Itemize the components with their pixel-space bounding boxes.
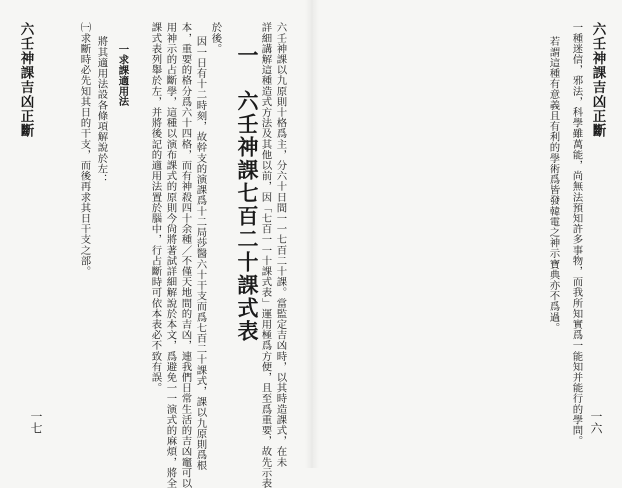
- section-title: 一 六壬神課七百二十課式表: [235, 44, 259, 343]
- right-page-header: 六壬神課吉凶正斷: [589, 22, 606, 138]
- left-page-number: 一七: [29, 410, 43, 434]
- left-body-line-8: 將其適用法設各條項解說於左：: [95, 36, 108, 185]
- right-body-line-2: 若謂這種有意義且有利的學術爲皆發韓電之神示寶典亦不爲過。: [547, 36, 560, 333]
- left-body-line-1: 六壬神課以九原則十格爲主，分六十日間一一七百二十課。當監定吉凶時，以其時造課式，在未: [274, 22, 287, 468]
- left-body-line-5: 本，重要的格分爲六十四格，而有神殺四十余種／不僅天地間的吉凶，連我們日常生活的吉凶竈可以: [179, 22, 192, 488]
- list-item-1: ㈠求斷時必先知其日的干支，而後再求其日干支之部。: [78, 22, 91, 277]
- left-body-line-6: 用神示的占斷學，這種以演布課式的原則今尙將著試詳細解說於本文，爲避免一一演式的麻煩，將全: [164, 22, 177, 488]
- right-body-line-1: 一種迷信，邪法，科學雖萬能，尚無法預知許多事物，而我所知實爲一能知并能行的學問。: [570, 22, 583, 446]
- left-body-line-2: 詳細講解這種造式方法及其他以前，因「七百一一十課式表」運用極爲方便，且至爲重要，故先示表: [259, 22, 272, 488]
- right-page-number: 一六: [589, 410, 603, 434]
- left-body-line-7: 課式表列舉於左，并將後記的適用法置於腦中，行占斷時可依本表必不致有誤。: [149, 22, 162, 393]
- left-body-line-3: 於後。: [209, 22, 222, 54]
- subheading: 一求課適用法: [116, 44, 129, 107]
- book-gutter: [305, 0, 319, 468]
- left-body-line-4: 因一日有十二時刻，故幹支的演課爲十二局莎醫六十干支而爲七百二十課式，課以九原則爲根: [194, 36, 207, 471]
- left-page-header: 六壬神課吉凶正斷: [17, 22, 34, 138]
